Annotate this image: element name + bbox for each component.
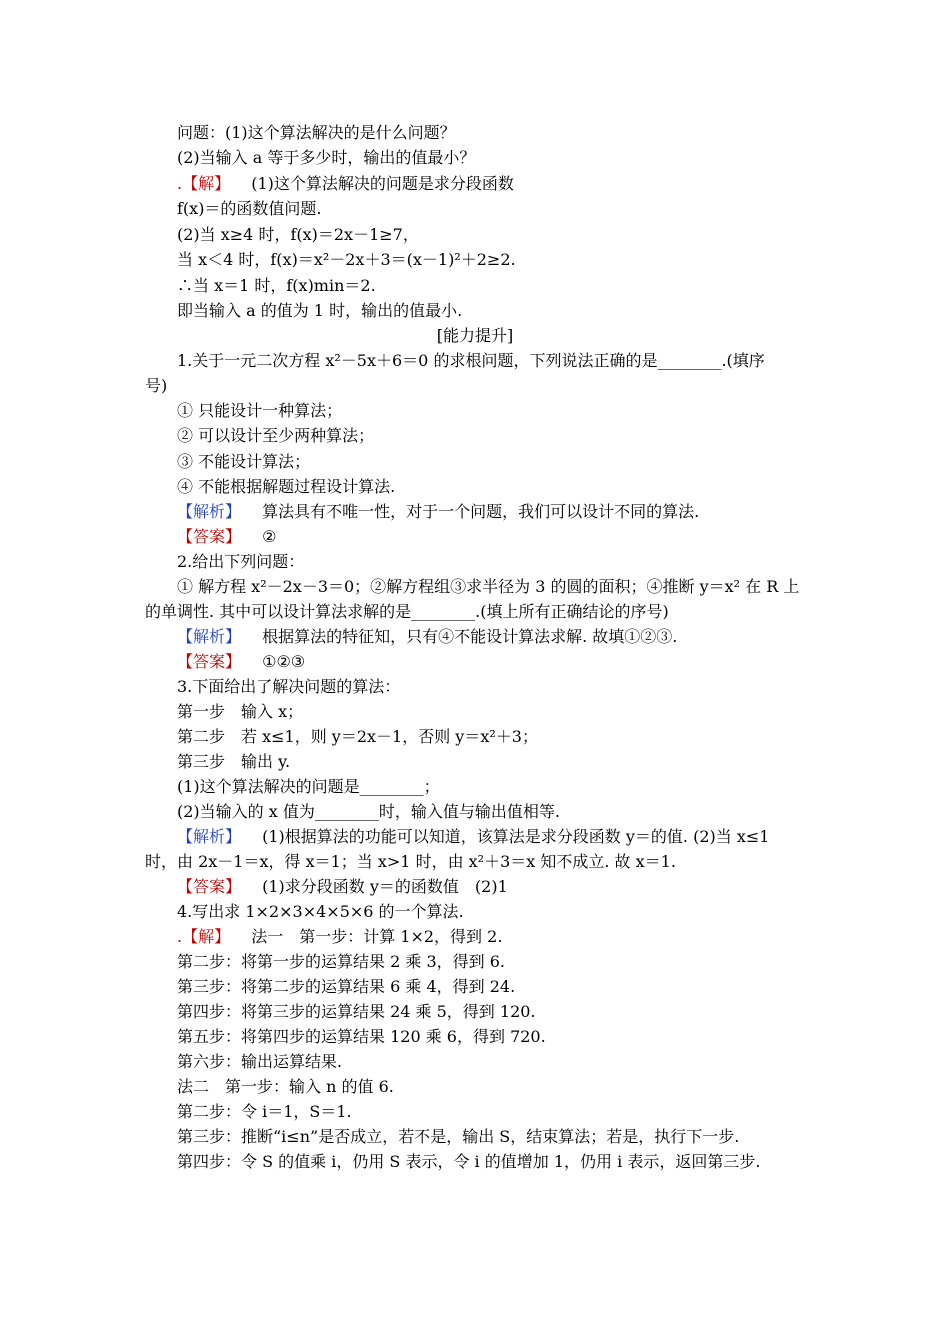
text-line: 4.写出求 1×2×3×4×5×6 的一个算法. [177,902,464,921]
solution-tag: 【解】 [182,174,231,193]
text-line: 的单调性. 其中可以设计算法求解的是________.(填上所有正确结论的序号) [145,602,669,621]
answer-tag: 【答案】 [177,527,242,546]
text-line [177,650,305,674]
text-line: 第一步 输入 x； [177,702,304,721]
text-line: 第三步 输出 y. [177,752,291,771]
text-line [177,500,699,524]
text-line [177,925,502,949]
text-line [177,825,769,849]
text-line: 第二步 若 x≤1，则 y＝2x－1，否则 y＝x²＋3； [177,727,538,746]
text-line: (2)当输入 a 等于多少时，输出的值最小？ [177,148,476,167]
text-line: (1)这个算法解决的问题是________； [177,777,440,796]
text-line [177,625,677,649]
solution-tag: . [177,174,183,193]
text-line: ③ 不能设计算法； [177,452,311,471]
text-line: 3.下面给出了解决问题的算法： [177,677,401,696]
text-line: 第四步：将第三步的运算结果 24 乘 5，得到 120. [177,1002,536,1021]
text-span: 根据算法的特征知，只有④不能设计算法求解. 故填①②③. [262,627,678,646]
answer-tag: 【答案】 [177,652,242,671]
solution-tag: 【解】 [182,927,231,946]
text-line: 2.给出下列问题： [177,552,305,571]
text-line: 法二 第一步：输入 n 的值 6. [177,1077,394,1096]
text-line [177,525,276,549]
text-line: (2)当输入的 x 值为________时，输入值与输出值相等. [177,802,560,821]
text-span: (1)根据算法的功能可以知道，该算法是求分段函数 y＝的值. (2)当 x≤1 [262,827,770,846]
text-line: 第二步：将第一步的运算结果 2 乘 3，得到 6. [177,952,505,971]
text-line: 第二步：令 i＝1，S＝1. [177,1102,352,1121]
text-line: ① 解方程 x²－2x－3＝0；②解方程组③求半径为 3 的圆的面积；④推断 y＝x² 在 R 上 [177,577,800,596]
text-line: 即当输入 a 的值为 1 时，输出的值最小. [177,301,463,320]
text-line: f(x)＝的函数值问题. [177,199,322,218]
text-line: 1.关于一元二次方程 x²－5x＋6＝0 的求根问题，下列说法正确的是________.(填序 [177,351,765,370]
text-line: 当 x＜4 时，f(x)＝x²－2x＋3＝(x－1)²＋2≥2. [177,250,516,269]
text-line: 第四步：令 S 的值乘 i，仍用 S 表示，令 i 的值增加 1，仍用 i 表示，返回第三步. [177,1152,761,1171]
text-line: 第三步：将第二步的运算结果 6 乘 4，得到 24. [177,977,516,996]
text-line: 第六步：输出运算结果. [177,1052,343,1071]
text-span: (1)求分段函数 y＝的函数值 (2)1 [262,877,508,896]
text-span: ①②③ [262,652,306,671]
text-span: ② [262,527,277,546]
text-line: 第三步：推断“i≤n”是否成立，若不是，输出 S，结束算法；若是，执行下一步. [177,1127,740,1146]
text-line [177,172,514,196]
answer-tag: 【答案】 [177,877,242,896]
text-line: 时，由 2x－1＝x，得 x＝1；当 x>1 时，由 x²＋3＝x 知不成立. 故 x＝1. [145,852,676,871]
text-line: ① 只能设计一种算法； [177,401,343,420]
text-line: (2)当 x≥4 时，f(x)＝2x－1≥7， [177,225,419,244]
text-line: ② 可以设计至少两种算法； [177,426,375,445]
text-span: 法一 第一步：计算 1×2，得到 2. [251,927,503,946]
text-line: 问题：(1)这个算法解决的是什么问题？ [177,123,456,142]
text-span: (1)这个算法解决的问题是求分段函数 [251,174,514,193]
section-heading: [能力提升] [436,326,514,345]
text-line: ④ 不能根据解题过程设计算法. [177,477,396,496]
analysis-tag: 【解析】 [177,502,242,521]
analysis-tag: 【解析】 [177,627,242,646]
solution-tag: . [177,927,183,946]
analysis-tag: 【解析】 [177,827,242,846]
text-line [177,875,508,899]
text-line: 第五步：将第四步的运算结果 120 乘 6，得到 720. [177,1027,546,1046]
text-line: ∴当 x＝1 时，f(x)min＝2. [177,276,376,295]
text-line: 号) [145,376,168,395]
text-span: 算法具有不唯一性，对于一个问题，我们可以设计不同的算法. [262,502,700,521]
